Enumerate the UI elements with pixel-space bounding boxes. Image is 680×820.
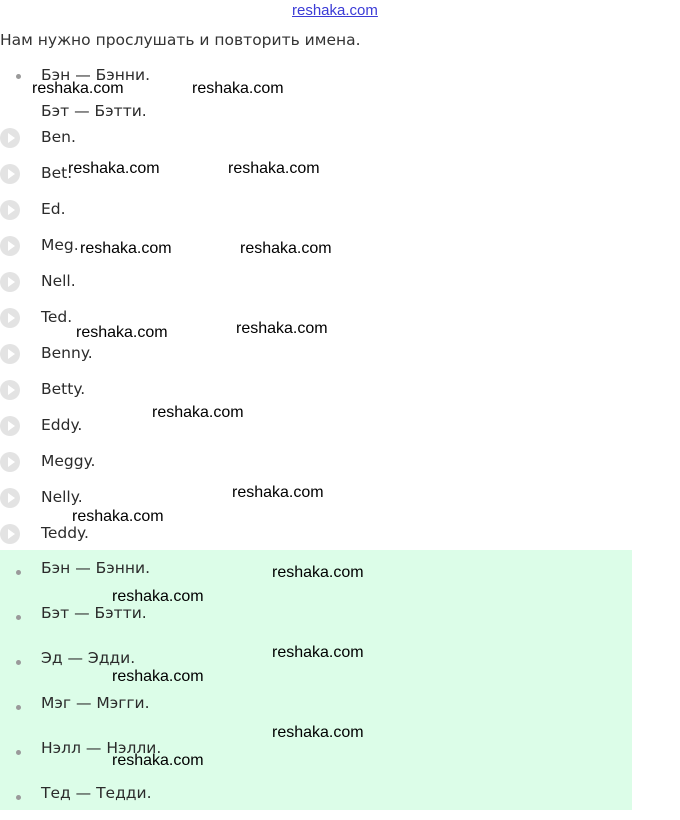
audio-name: Meggy. xyxy=(41,452,96,470)
audio-item xyxy=(0,192,400,228)
name-pair-text: Бэн — Бэнни. xyxy=(41,66,151,84)
play-icon[interactable] xyxy=(0,344,20,364)
bullet-icon xyxy=(16,795,21,800)
watermark: reshaka.com xyxy=(192,80,284,97)
audio-item xyxy=(0,228,400,264)
bullet-icon xyxy=(16,570,21,575)
bullet-icon xyxy=(16,74,21,79)
play-icon[interactable] xyxy=(0,524,20,544)
site-header-link[interactable]: reshaka.com xyxy=(292,2,378,19)
play-icon[interactable] xyxy=(0,380,20,400)
name-pair-text: Бэн — Бэнни. xyxy=(41,559,151,577)
watermark: reshaka.com xyxy=(68,160,160,177)
play-icon[interactable] xyxy=(0,416,20,436)
bullet-icon xyxy=(16,705,21,710)
watermark: reshaka.com xyxy=(112,752,204,769)
watermark: reshaka.com xyxy=(32,80,124,97)
name-pair-text: Мэг — Мэгги. xyxy=(41,694,150,712)
play-icon[interactable] xyxy=(0,164,20,184)
audio-name: Meg. xyxy=(41,236,79,254)
audio-item xyxy=(0,516,400,552)
audio-name: Ed. xyxy=(41,200,66,218)
watermark: reshaka.com xyxy=(236,320,328,337)
play-icon[interactable] xyxy=(0,128,20,148)
task-instruction: Нам нужно прослушать и повторить имена. xyxy=(0,31,361,49)
watermark: reshaka.com xyxy=(152,404,244,421)
audio-name: Betty. xyxy=(41,380,86,398)
audio-name: Bet. xyxy=(41,164,73,182)
audio-item xyxy=(0,156,400,192)
watermark: reshaka.com xyxy=(80,240,172,257)
bullet-icon xyxy=(16,660,21,665)
name-pair-text: Бэт — Бэтти. xyxy=(41,604,147,622)
watermark: reshaka.com xyxy=(228,160,320,177)
audio-name: Teddy. xyxy=(41,524,89,542)
audio-item xyxy=(0,120,400,156)
audio-name: Nell. xyxy=(41,272,76,290)
name-pair-text: Бэт — Бэтти. xyxy=(41,102,147,120)
audio-item xyxy=(0,372,400,408)
play-icon[interactable] xyxy=(0,452,20,472)
watermark: reshaka.com xyxy=(272,644,364,661)
watermark: reshaka.com xyxy=(240,240,332,257)
name-pair-text: Нэлл — Нэлли. xyxy=(41,739,162,757)
watermark: reshaka.com xyxy=(112,668,204,685)
audio-name: Benny. xyxy=(41,344,93,362)
audio-name: Nelly. xyxy=(41,488,83,506)
watermark: reshaka.com xyxy=(76,324,168,341)
name-pair-text: Эд — Эдди. xyxy=(41,649,136,667)
bullet-icon xyxy=(16,750,21,755)
play-icon[interactable] xyxy=(0,308,20,328)
audio-list xyxy=(0,120,400,552)
audio-name: Ted. xyxy=(41,308,73,326)
answer-box xyxy=(0,550,632,810)
watermark: reshaka.com xyxy=(272,564,364,581)
watermark: reshaka.com xyxy=(232,484,324,501)
name-pair-text: Тед — Тедди. xyxy=(41,784,152,802)
watermark: reshaka.com xyxy=(112,588,204,605)
list-item xyxy=(0,775,632,820)
play-icon[interactable] xyxy=(0,236,20,256)
play-icon[interactable] xyxy=(0,488,20,508)
audio-item xyxy=(0,264,400,300)
audio-item xyxy=(0,336,400,372)
audio-item xyxy=(0,444,400,480)
audio-item xyxy=(0,300,400,336)
play-icon[interactable] xyxy=(0,200,20,220)
audio-name: Ben. xyxy=(41,128,76,146)
audio-item xyxy=(0,480,400,516)
list-item xyxy=(0,595,632,640)
bullet-icon xyxy=(16,615,21,620)
play-icon[interactable] xyxy=(0,272,20,292)
list-item xyxy=(0,102,300,120)
audio-name: Eddy. xyxy=(41,416,83,434)
watermark: reshaka.com xyxy=(72,508,164,525)
watermark: reshaka.com xyxy=(272,724,364,741)
